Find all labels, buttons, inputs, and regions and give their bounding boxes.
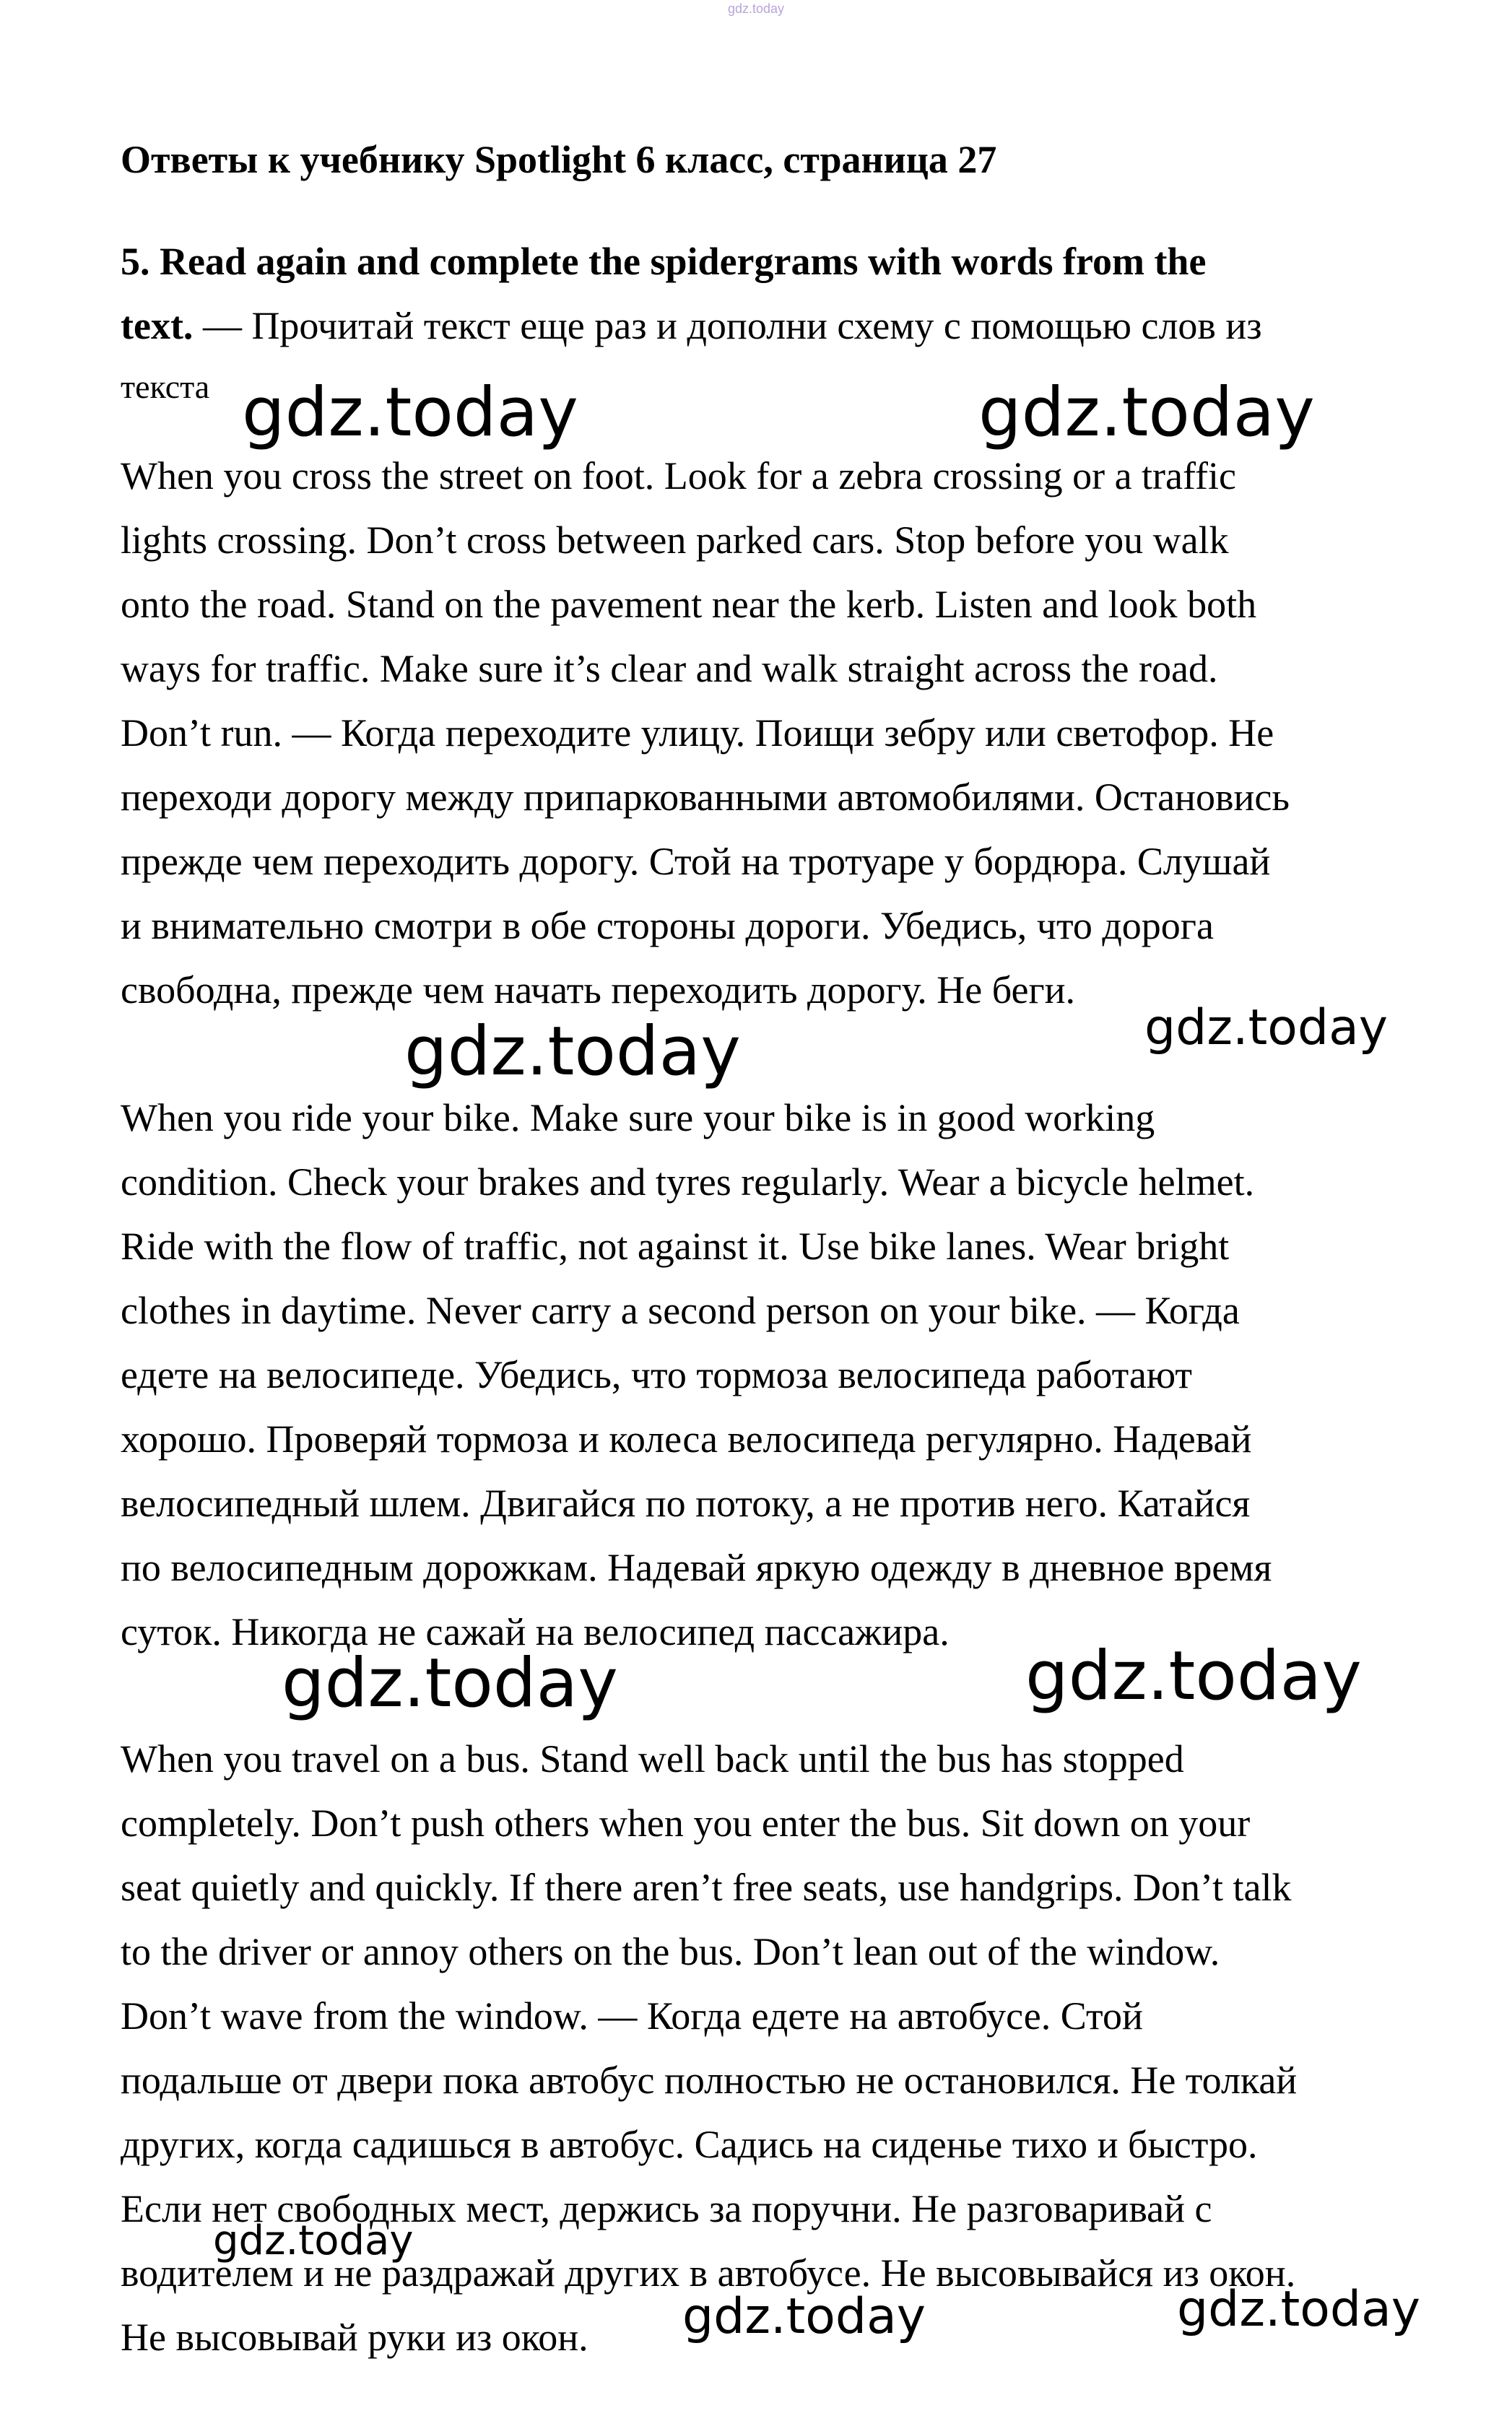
paragraph-bike-line: по велосипедным дорожкам. Надевай яркую одежду в дневное время xyxy=(121,1546,1272,1589)
task-heading-line-3: текста xyxy=(121,368,210,405)
paragraph-bus-line: водителем и не раздражай других в автобусе. Не высовывайся из окон. xyxy=(121,2251,1296,2295)
paragraph-foot-line: lights crossing. Don’t cross between parked cars. Stop before you walk xyxy=(121,518,1229,562)
paragraph-bike-line: суток. Никогда не сажай на велосипед пассажира. xyxy=(121,1610,950,1653)
paragraph-bus-line: seat quietly and quickly. If there aren’t free seats, use handgrips. Don’t talk xyxy=(121,1866,1292,1909)
paragraph-bus-line: to the driver or annoy others on the bus. Don’t lean out of the window. xyxy=(121,1930,1220,1973)
paragraph-foot-line: прежде чем переходить дорогу. Стой на тротуаре у бордюра. Слушай xyxy=(121,840,1271,883)
paragraph-foot-line: свободна, прежде чем начать переходить дорогу. Не беги. xyxy=(121,968,1075,1012)
watermark: gdz.today xyxy=(1144,999,1388,1056)
paragraph-foot-line: Don’t run. — Когда переходите улицу. Поищи зебру или светофор. Не xyxy=(121,711,1274,755)
paragraph-bus-line: When you travel on a bus. Stand well back until the bus has stopped xyxy=(121,1737,1184,1781)
paragraph-foot-line: переходи дорогу между припаркованными автомобилями. Остановись xyxy=(121,775,1290,819)
paragraph-bus-line: Don’t wave from the window. — Когда едете на автобусе. Стой xyxy=(121,1994,1143,2038)
watermark: gdz.today xyxy=(404,1012,741,1091)
paragraph-foot-line: ways for traffic. Make sure it’s clear and walk straight across the road. xyxy=(121,647,1218,690)
paragraph-bike-line: хорошо. Проверяй тормоза и колеса велосипеда регулярно. Надевай xyxy=(121,1417,1252,1461)
paragraph-foot-line: onto the road. Stand on the pavement near the kerb. Listen and look both xyxy=(121,583,1257,626)
paragraph-bus-line: Если нет свободных мест, держись за поручни. Не разговаривай с xyxy=(121,2187,1212,2230)
paragraph-bike-line: clothes in daytime. Never carry a second person on your bike. — Когда xyxy=(121,1289,1240,1332)
paragraph-bus-line: других, когда садишься в автобус. Садись на сиденье тихо и быстро. xyxy=(121,2123,1258,2166)
paragraph-bike-line: Ride with the flow of traffic, not against it. Use bike lanes. Wear bright xyxy=(121,1225,1230,1268)
paragraph-bus-line: Не высовывай руки из окон. xyxy=(121,2316,588,2359)
paragraph-bike-line: велосипедный шлем. Двигайся по потоку, а не против него. Катайся xyxy=(121,1482,1251,1525)
watermark: gdz.today xyxy=(213,2217,414,2264)
task-heading-line-1: 5. Read again and complete the spidergrams with words from the xyxy=(121,240,1207,283)
watermark: gdz.today xyxy=(242,373,578,452)
paragraph-foot-line: и внимательно смотри в обе стороны дороги. Убедись, что дорога xyxy=(121,904,1214,947)
paragraph-bike-line: When you ride your bike. Make sure your bike is in good working xyxy=(121,1096,1155,1139)
watermark: gdz.today xyxy=(1177,2281,1420,2338)
paragraph-foot-line: When you cross the street on foot. Look for a zebra crossing or a traffic xyxy=(121,454,1236,497)
paragraph-bus-line: completely. Don’t push others when you enter the bus. Sit down on your xyxy=(121,1801,1251,1845)
watermark: gdz.today xyxy=(1025,1637,1362,1716)
watermark: gdz.today xyxy=(282,1644,618,1723)
watermark: gdz.today xyxy=(978,373,1315,452)
watermark: gdz.today xyxy=(682,2288,926,2345)
site-mark: gdz.today xyxy=(727,1,785,16)
task-heading-line-2: text. — Прочитай текст еще раз и дополни схему с помощью слов из xyxy=(121,304,1262,347)
paragraph-bike-line: едете на велосипеде. Убедись, что тормоза велосипеда работают xyxy=(121,1353,1193,1396)
page-title: Ответы к учебнику Spotlight 6 класс, страница 27 xyxy=(121,138,997,181)
paragraph-bike-line: condition. Check your brakes and tyres regularly. Wear a bicycle helmet. xyxy=(121,1160,1255,1204)
paragraph-bus-line: подальше от двери пока автобус полностью не остановился. Не толкай xyxy=(121,2059,1298,2102)
